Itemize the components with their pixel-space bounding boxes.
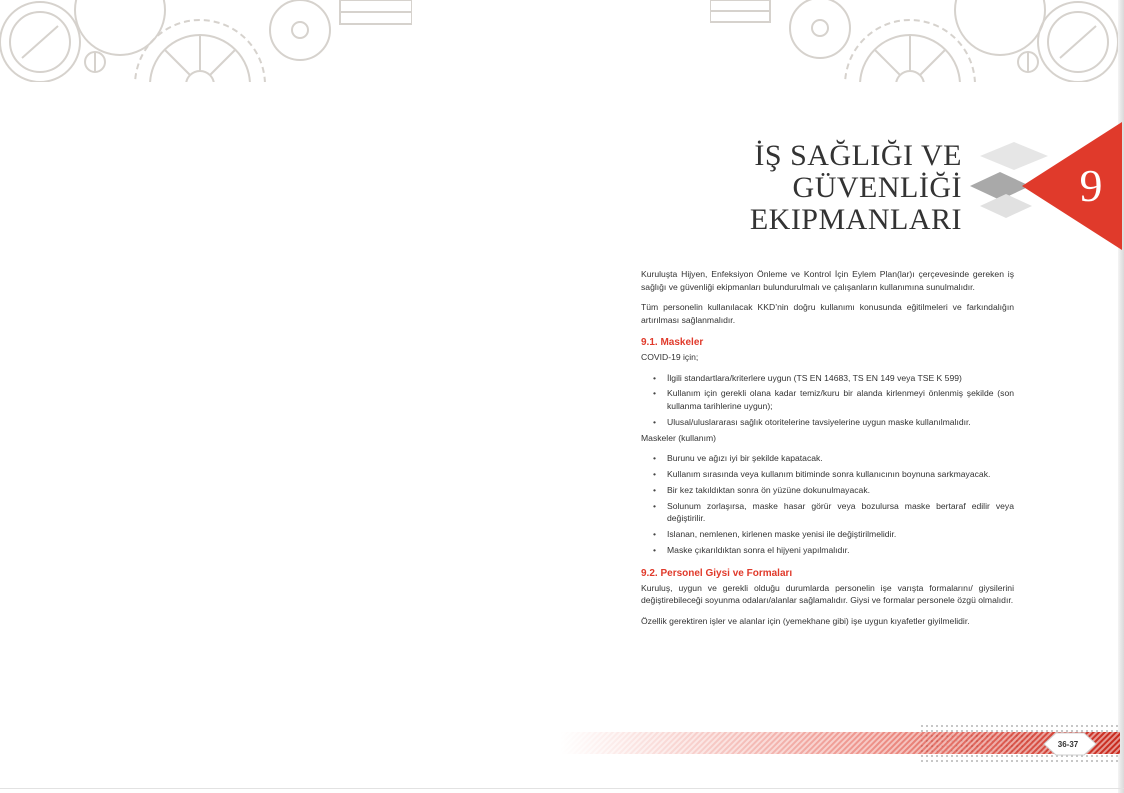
covid-mask-list (641, 372, 1014, 429)
footer-stripe-band (560, 724, 1120, 764)
section-heading-clothing: 9.2. Personel Giysi ve Formaları (641, 567, 793, 579)
diamond-bottom (980, 194, 1032, 218)
bottom-divider (0, 788, 1124, 789)
intro-paragraph: Tüm personelin kullanılacak KKD’nin doğru kullanımı konusunda eğitilmeleri ve farkındalığın artırılması sağlanmalıdır. (641, 302, 1014, 325)
section-heading-masks: 9.1. Maskeler (641, 337, 704, 348)
gear-illustration-left (0, 0, 412, 82)
list-item: • Islanan, nemlenen, kirlenen maske yenisi ile değiştirilmelidir. (653, 528, 1014, 541)
diamond-middle (970, 172, 1030, 200)
covid-lead: COVID-19 için; (641, 352, 699, 362)
list-item: • Bir kez takıldıktan sonra ön yüzüne dokunulmayacak. (653, 484, 1014, 497)
chapter-title-line: İŞ SAĞLIĞI VE (754, 139, 962, 172)
list-item: • Solunum zorlaşırsa, maske hasar görür veya bozulursa maske bertaraf edilir veya değiştirilir. (653, 500, 1014, 525)
diamond-top (980, 142, 1048, 170)
chapter-title-line: GÜVENLİĞİ (792, 171, 962, 204)
chapter-number: 9 (1079, 160, 1103, 211)
gear-illustration-right (710, 0, 1118, 82)
mask-usage-list (641, 452, 1014, 556)
clothing-paragraph: Kuruluş, uygun ve gerekli olduğu durumlarda personelin işe varışta formalarını/ giysilerini değiştirebileceği soyunma odaları/alanlar sağlamalıdır. Giysi ve formalar personele özgü olmalıdır. (641, 582, 1014, 606)
clothing-paragraph: Özellik gerektiren işler ve alanlar için (yemekhane gibi) işe uygun kıyafetler giyilmelidir. (641, 615, 970, 626)
list-item: • Kullanım sırasında veya kullanım bitiminde sonra kullanıcının boynuna sarkmayacak. (653, 468, 1014, 481)
chapter-title (662, 140, 962, 236)
list-item: • İlgili standartlara/kriterlere uygun (TS EN 14683, TS EN 149 veya TSE K 599) (653, 372, 1014, 385)
list-item: • Maske çıkarıldıktan sonra el hijyeni yapılmalıdır. (653, 544, 1014, 557)
page-edge-shadow (1118, 0, 1124, 793)
body-content (641, 268, 1014, 635)
intro-paragraph: Kuruluşta Hijyen, Enfeksiyon Önleme ve Kontrol İçin Eylem Plan(lar)ı çerçevesinde gereken iş sağlığı ve güvenliği ekipmanları bulundurulmalı ve çalışanların kullanımına sunulmalıdır. (641, 269, 1014, 292)
page-number: 36-37 (1057, 740, 1079, 749)
list-item: • Ulusal/uluslararası sağlık otoritelerine tavsiyelerine uygun maske kullanılmalıdır. (653, 416, 1014, 429)
usage-lead: Maskeler (kullanım) (641, 432, 716, 443)
list-item: • Burunu ve ağızı iyi bir şekilde kapatacak. (653, 452, 1014, 465)
chapter-title-line: EKIPMANLARI (749, 203, 962, 236)
list-item: • Kullanım için gerekli olana kadar temiz/kuru bir alanda kirlenmeyi önlenmiş şekilde (son kullanma tarihlerine uygun); (653, 387, 1014, 412)
